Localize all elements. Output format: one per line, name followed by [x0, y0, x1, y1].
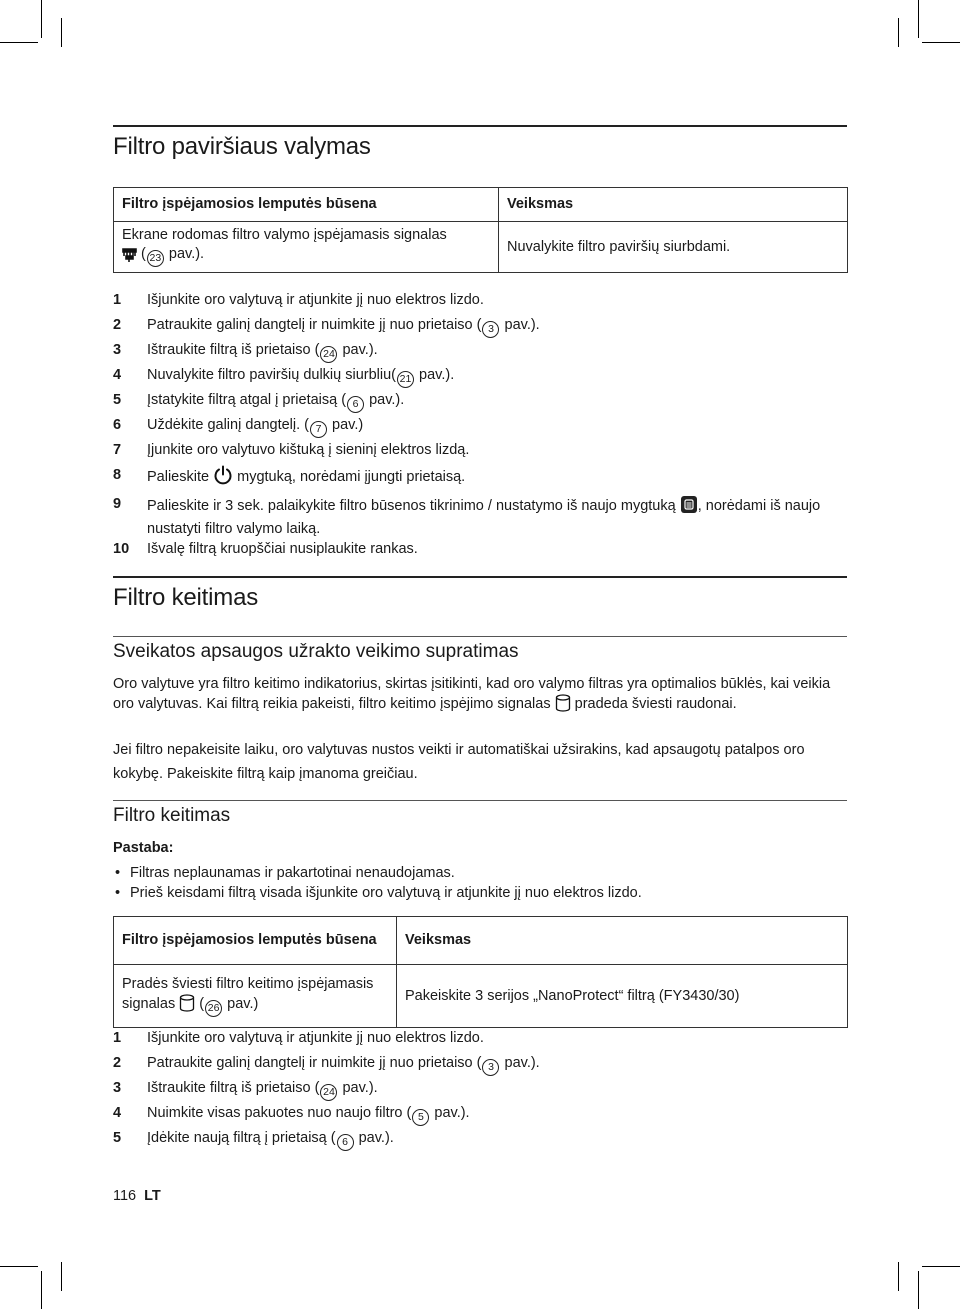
- step-number: 3: [113, 342, 122, 358]
- filter-clean-icon: [122, 248, 137, 268]
- filter-replace-icon: [179, 994, 195, 1018]
- filter-reset-icon: [680, 495, 698, 520]
- power-icon: [213, 465, 233, 491]
- language-code: LT: [144, 1188, 161, 1204]
- table-cell-state: [114, 965, 397, 1028]
- list-item: [113, 290, 848, 315]
- step-number: 8: [113, 467, 122, 483]
- step-text: Nuimkite visas pakuotes nuo naujo filtro (: [147, 1105, 412, 1121]
- list-item: [113, 1078, 848, 1103]
- list-item: [113, 495, 848, 539]
- filter-cleaning-table: [113, 187, 848, 273]
- step-number: 4: [113, 1105, 122, 1121]
- step-text-suffix: , norėdami iš naujo nustatyti filtro valymo laiką.: [147, 498, 821, 537]
- bullet-item: • Filtras neplaunamas ir pakartotinai nenaudojamas.: [113, 864, 848, 884]
- figure-ref: 5: [412, 1109, 429, 1126]
- list-item: [113, 1028, 848, 1053]
- step-text: Ištraukite filtrą iš prietaiso (: [147, 342, 320, 358]
- step-text: Uždėkite galinį dangtelį. (: [147, 417, 310, 433]
- list-item: [113, 1128, 848, 1153]
- table-header-action: Veiksmas: [499, 188, 848, 222]
- step-text: Palieskite: [147, 469, 210, 485]
- health-lock-paragraph-2: Jei filtro nepakeisite laiku, oro valytuvas nustos veikti ir automatiškai užsirakins, kad apsaugotų patalpos oro kokybę. Pakeiskite filtrą kaip įmanoma greičiau.: [113, 742, 805, 782]
- step-text: Palieskite ir 3 sek. palaikykite filtro būsenos tikrinimo / nustatymo iš naujo mygtuką: [147, 498, 676, 514]
- step-text: Įdėkite naują filtrą į prietaisą (: [147, 1130, 336, 1146]
- list-item: [113, 1103, 848, 1128]
- filter-replacement-table: [113, 916, 848, 1028]
- cleaning-steps-list: [113, 290, 848, 564]
- state-text: Pradės šviesti filtro keitimo įspėjamasis signalas: [122, 975, 374, 1012]
- list-item: [113, 539, 848, 564]
- step-text-suffix: pav.).: [338, 342, 378, 358]
- step-number: 4: [113, 367, 122, 383]
- bullet-item: • Prieš keisdami filtrą visada išjunkite oro valytuvą ir atjunkite jį nuo elektros lizdo.: [113, 884, 848, 904]
- page-footer: [113, 1188, 161, 1204]
- table-cell-state: Ekrane rodomas filtro valymo įspėjamasis signalas ( 23 pav.).: [114, 222, 499, 273]
- step-number: 1: [113, 292, 122, 308]
- list-item: [113, 1053, 848, 1078]
- step-text: Patraukite galinį dangtelį ir nuimkite jį nuo prietaiso (: [147, 317, 482, 333]
- table-header-action: Veiksmas: [397, 917, 848, 965]
- replacement-steps-list: [113, 1028, 848, 1153]
- step-number: 7: [113, 442, 122, 458]
- step-number: 9: [113, 496, 122, 512]
- step-text-suffix: pav.).: [354, 1130, 394, 1146]
- figure-ref-prefix: (: [199, 995, 205, 1012]
- step-text-suffix: pav.).: [500, 317, 540, 333]
- step-text-suffix: pav.).: [415, 367, 455, 383]
- section-title-filter-surface-cleaning: Filtro paviršiaus valymas: [113, 125, 847, 161]
- figure-ref-suffix: pav.): [227, 995, 259, 1012]
- figure-ref: 24: [320, 346, 337, 363]
- figure-ref-suffix: pav.).: [168, 246, 205, 262]
- health-lock-paragraph-1: [113, 675, 848, 718]
- paragraph-text-suffix: pradeda šviesti raudonai.: [574, 696, 737, 712]
- figure-ref: 3: [482, 321, 499, 338]
- step-number: 3: [113, 1080, 122, 1096]
- list-item: [113, 365, 848, 390]
- page-number: 116: [113, 1188, 137, 1204]
- table-cell-action: Nuvalykite filtro paviršių siurbdami.: [499, 222, 848, 273]
- filter-replace-icon: [555, 694, 571, 718]
- step-number: 5: [113, 1130, 122, 1146]
- figure-ref: 6: [347, 396, 364, 413]
- step-text: Išvalę filtrą kruopščiai nusiplaukite rankas.: [147, 541, 418, 557]
- step-number: 5: [113, 392, 122, 408]
- step-text: Išjunkite oro valytuvą ir atjunkite jį nuo elektros lizdo.: [147, 1030, 484, 1046]
- step-text: Ištraukite filtrą iš prietaiso (: [147, 1080, 320, 1096]
- step-number: 10: [113, 541, 130, 557]
- table-cell-action: Pakeiskite 3 serijos „NanoProtect“ filtrą (FY3430/30): [397, 965, 848, 1028]
- step-text-suffix: pav.).: [365, 392, 405, 408]
- figure-ref: 6: [337, 1134, 354, 1151]
- note-bullets: [113, 864, 848, 903]
- step-text-suffix: pav.).: [338, 1080, 378, 1096]
- section-title-filter-replacement: Filtro keitimas: [113, 576, 847, 612]
- step-text: Patraukite galinį dangtelį ir nuimkite jį nuo prietaiso (: [147, 1055, 482, 1071]
- subsection-title-health-lock: Sveikatos apsaugos užrakto veikimo supratimas: [113, 636, 847, 663]
- figure-ref: 7: [310, 421, 327, 438]
- list-item: [113, 440, 848, 465]
- step-text-suffix: pav.): [328, 417, 364, 433]
- table-header-state: Filtro įspėjamosios lemputės būsena: [114, 188, 499, 222]
- list-item: [113, 315, 848, 340]
- step-text: Išjunkite oro valytuvą ir atjunkite jį nuo elektros lizdo.: [147, 292, 484, 308]
- step-number: 1: [113, 1030, 122, 1046]
- list-item: [113, 340, 848, 365]
- step-text-suffix: pav.).: [430, 1105, 470, 1121]
- figure-ref: 24: [320, 1084, 337, 1101]
- step-text: Nuvalykite filtro paviršių dulkių siurbliu(: [147, 367, 397, 383]
- table-header-state: Filtro įspėjamosios lemputės būsena: [114, 917, 397, 965]
- list-item: [113, 390, 848, 415]
- list-item: [113, 465, 848, 495]
- figure-ref: 23: [147, 250, 164, 267]
- step-text-suffix: pav.).: [500, 1055, 540, 1071]
- figure-ref: 21: [397, 371, 414, 388]
- step-number: 2: [113, 1055, 122, 1071]
- figure-ref: 26: [205, 1000, 222, 1017]
- step-number: 6: [113, 417, 122, 433]
- step-text: Įjunkite oro valytuvo kištuką į sieninį elektros lizdą.: [147, 442, 470, 458]
- paragraph-text: Oro valytuve yra filtro keitimo indikatorius, skirtas įsitikinti, kad oro valymo filtras yra optimalios būklės, kai veikia oro valytuvas. Kai filtrą reikia pakeisti, filtro keitimo įspėjimo signalas: [113, 676, 831, 712]
- list-item: [113, 415, 848, 440]
- figure-ref: 3: [482, 1059, 499, 1076]
- subsection-title-filter-replacement: Filtro keitimas: [113, 800, 847, 827]
- step-text: Įstatykite filtrą atgal į prietaisą (: [147, 392, 347, 408]
- step-number: 2: [113, 317, 122, 333]
- note-label: Pastaba:: [113, 840, 174, 856]
- step-text-suffix: mygtuką, norėdami įjungti prietaisą.: [237, 469, 466, 485]
- state-text: Ekrane rodomas filtro valymo įspėjamasis signalas: [122, 227, 447, 243]
